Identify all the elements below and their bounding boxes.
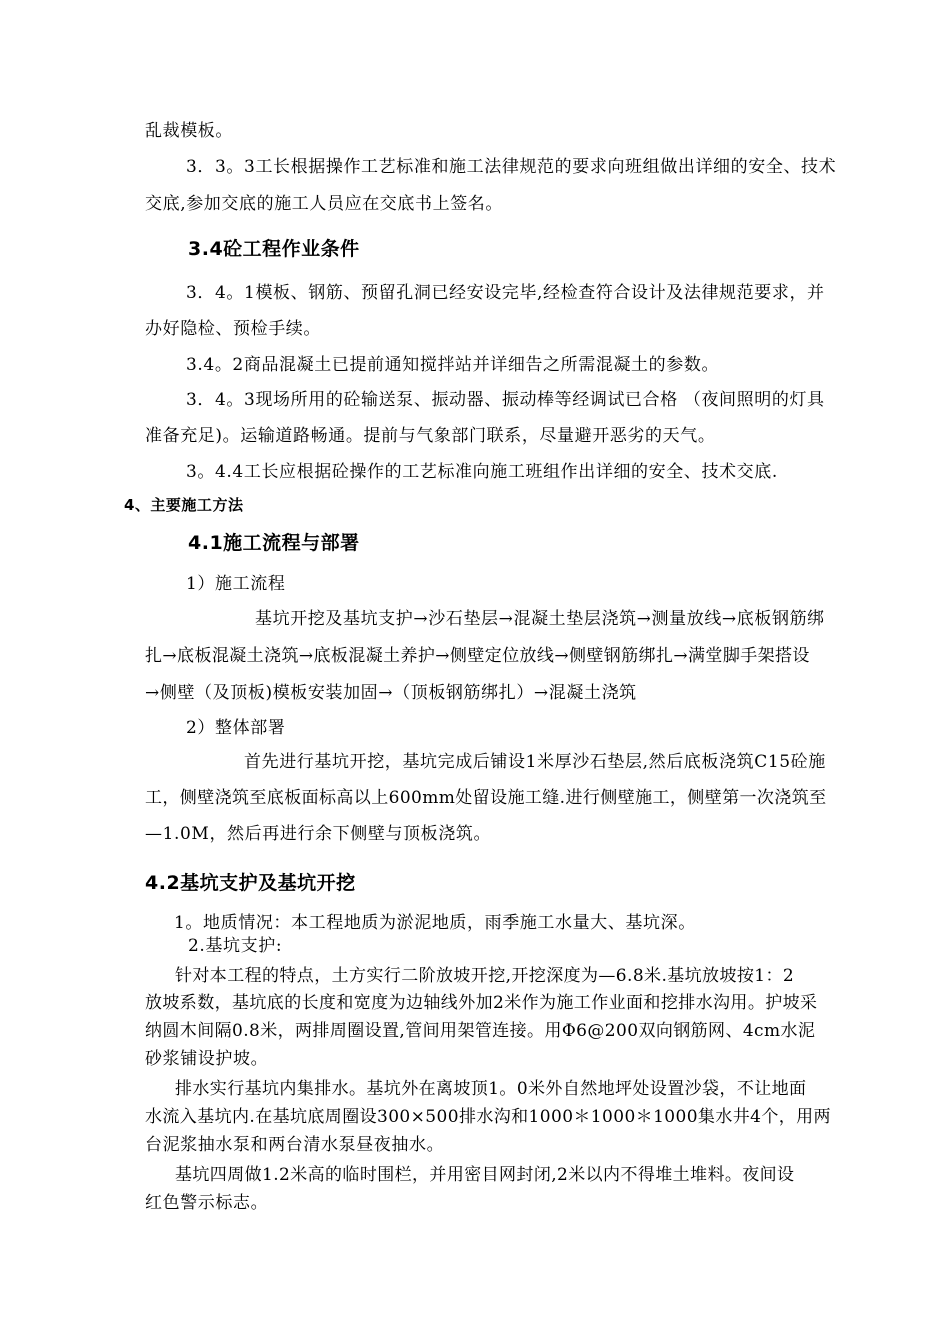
paragraph-line: 基坑四周做1.2米高的临时围栏，并用密目网封闭,2米以内不得堆土堆料。夜间设 — [175, 1165, 795, 1185]
paragraph-line: →侧壁（及顶板)模板安装加固→（顶板钢筋绑扎）→混凝土浇筑 — [145, 683, 637, 703]
paragraph-line: 办好隐检、预检手续。 — [145, 319, 321, 339]
paragraph-line: 扎→底板混凝土浇筑→底板混凝土养护→侧壁定位放线→侧壁钢筋绑扎→满堂脚手架搭设 — [145, 646, 810, 666]
paragraph-line: 交底,参加交底的施工人员应在交底书上签名。 — [145, 194, 504, 214]
paragraph-line: 首先进行基坑开挖，基坑完成后铺设1米厚沙石垫层,然后底板浇筑C15砼施 — [244, 752, 826, 772]
section-heading: 4.2基坑支护及基坑开挖 — [145, 872, 356, 894]
paragraph-line: 基坑开挖及基坑支护→沙石垫层→混凝土垫层浇筑→测量放线→底板钢筋绑 — [255, 609, 825, 629]
paragraph-line: 水流入基坑内.在基坑底周圈设300×500排水沟和1000＊1000＊1000集水井4个，用两 — [145, 1107, 831, 1127]
paragraph-line: 3.4。2商品混凝土已提前通知搅拌站并详细告之所需混凝土的参数。 — [186, 355, 720, 375]
paragraph-line: 红色警示标志。 — [145, 1193, 269, 1213]
paragraph-line: 放坡系数，基坑底的长度和宽度为边轴线外加2米作为施工作业面和挖排水沟用。护坡采 — [145, 993, 818, 1013]
paragraph-line: 2.基坑支护: — [188, 936, 283, 956]
chapter-heading: 4、主要施工方法 — [124, 496, 244, 514]
paragraph-line: 排水实行基坑内集排水。基坑外在离坡顶1。0米外自然地坪处设置沙袋，不让地面 — [175, 1079, 807, 1099]
paragraph-line: 1。地质情况：本工程地质为淤泥地质，雨季施工水量大、基坑深。 — [174, 913, 696, 933]
paragraph-line: 3．4。1模板、钢筋、预留孔洞已经安设完毕,经检查符合设计及法律规范要求，并 — [186, 283, 825, 303]
section-heading: 3.4砼工程作业条件 — [188, 238, 360, 260]
paragraph-line: 台泥浆抽水泵和两台清水泵昼夜抽水。 — [145, 1135, 445, 1155]
paragraph-line: 3．4。3现场所用的砼输送泵、振动器、振动棒等经调试已合格 （夜间照明的灯具 — [186, 390, 825, 410]
subheading: 1）施工流程 — [186, 574, 286, 594]
section-heading: 4.1施工流程与部署 — [188, 532, 360, 554]
paragraph-line: 砂浆铺设护坡。 — [145, 1049, 269, 1069]
paragraph-line: 针对本工程的特点，土方实行二阶放坡开挖,开挖深度为—6.8米.基坑放坡按1：2 — [175, 966, 795, 986]
paragraph-line: 纳圆木间隔0.8米，两排周圈设置,管间用架管连接。用Φ6@200双向钢筋网、4cm水泥 — [145, 1021, 816, 1041]
paragraph-line: 准备充足)。运输道路畅通。提前与气象部门联系，尽量避开恶劣的天气。 — [145, 426, 716, 446]
paragraph-line: 3．3。3工长根据操作工艺标准和施工法律规范的要求向班组做出详细的安全、技术 — [186, 157, 837, 177]
paragraph-line: 3。4.4工长应根据砼操作的工艺标准向施工班组作出详细的安全、技术交底. — [186, 462, 778, 482]
subheading: 2）整体部署 — [186, 718, 286, 738]
paragraph-line: —1.0M，然后再进行余下侧壁与顶板浇筑。 — [145, 824, 492, 844]
paragraph-line: 工，侧壁浇筑至底板面标高以上600mm处留设施工缝.进行侧壁施工，侧壁第一次浇筑至 — [145, 788, 827, 808]
paragraph-line: 乱裁模板。 — [145, 121, 233, 141]
